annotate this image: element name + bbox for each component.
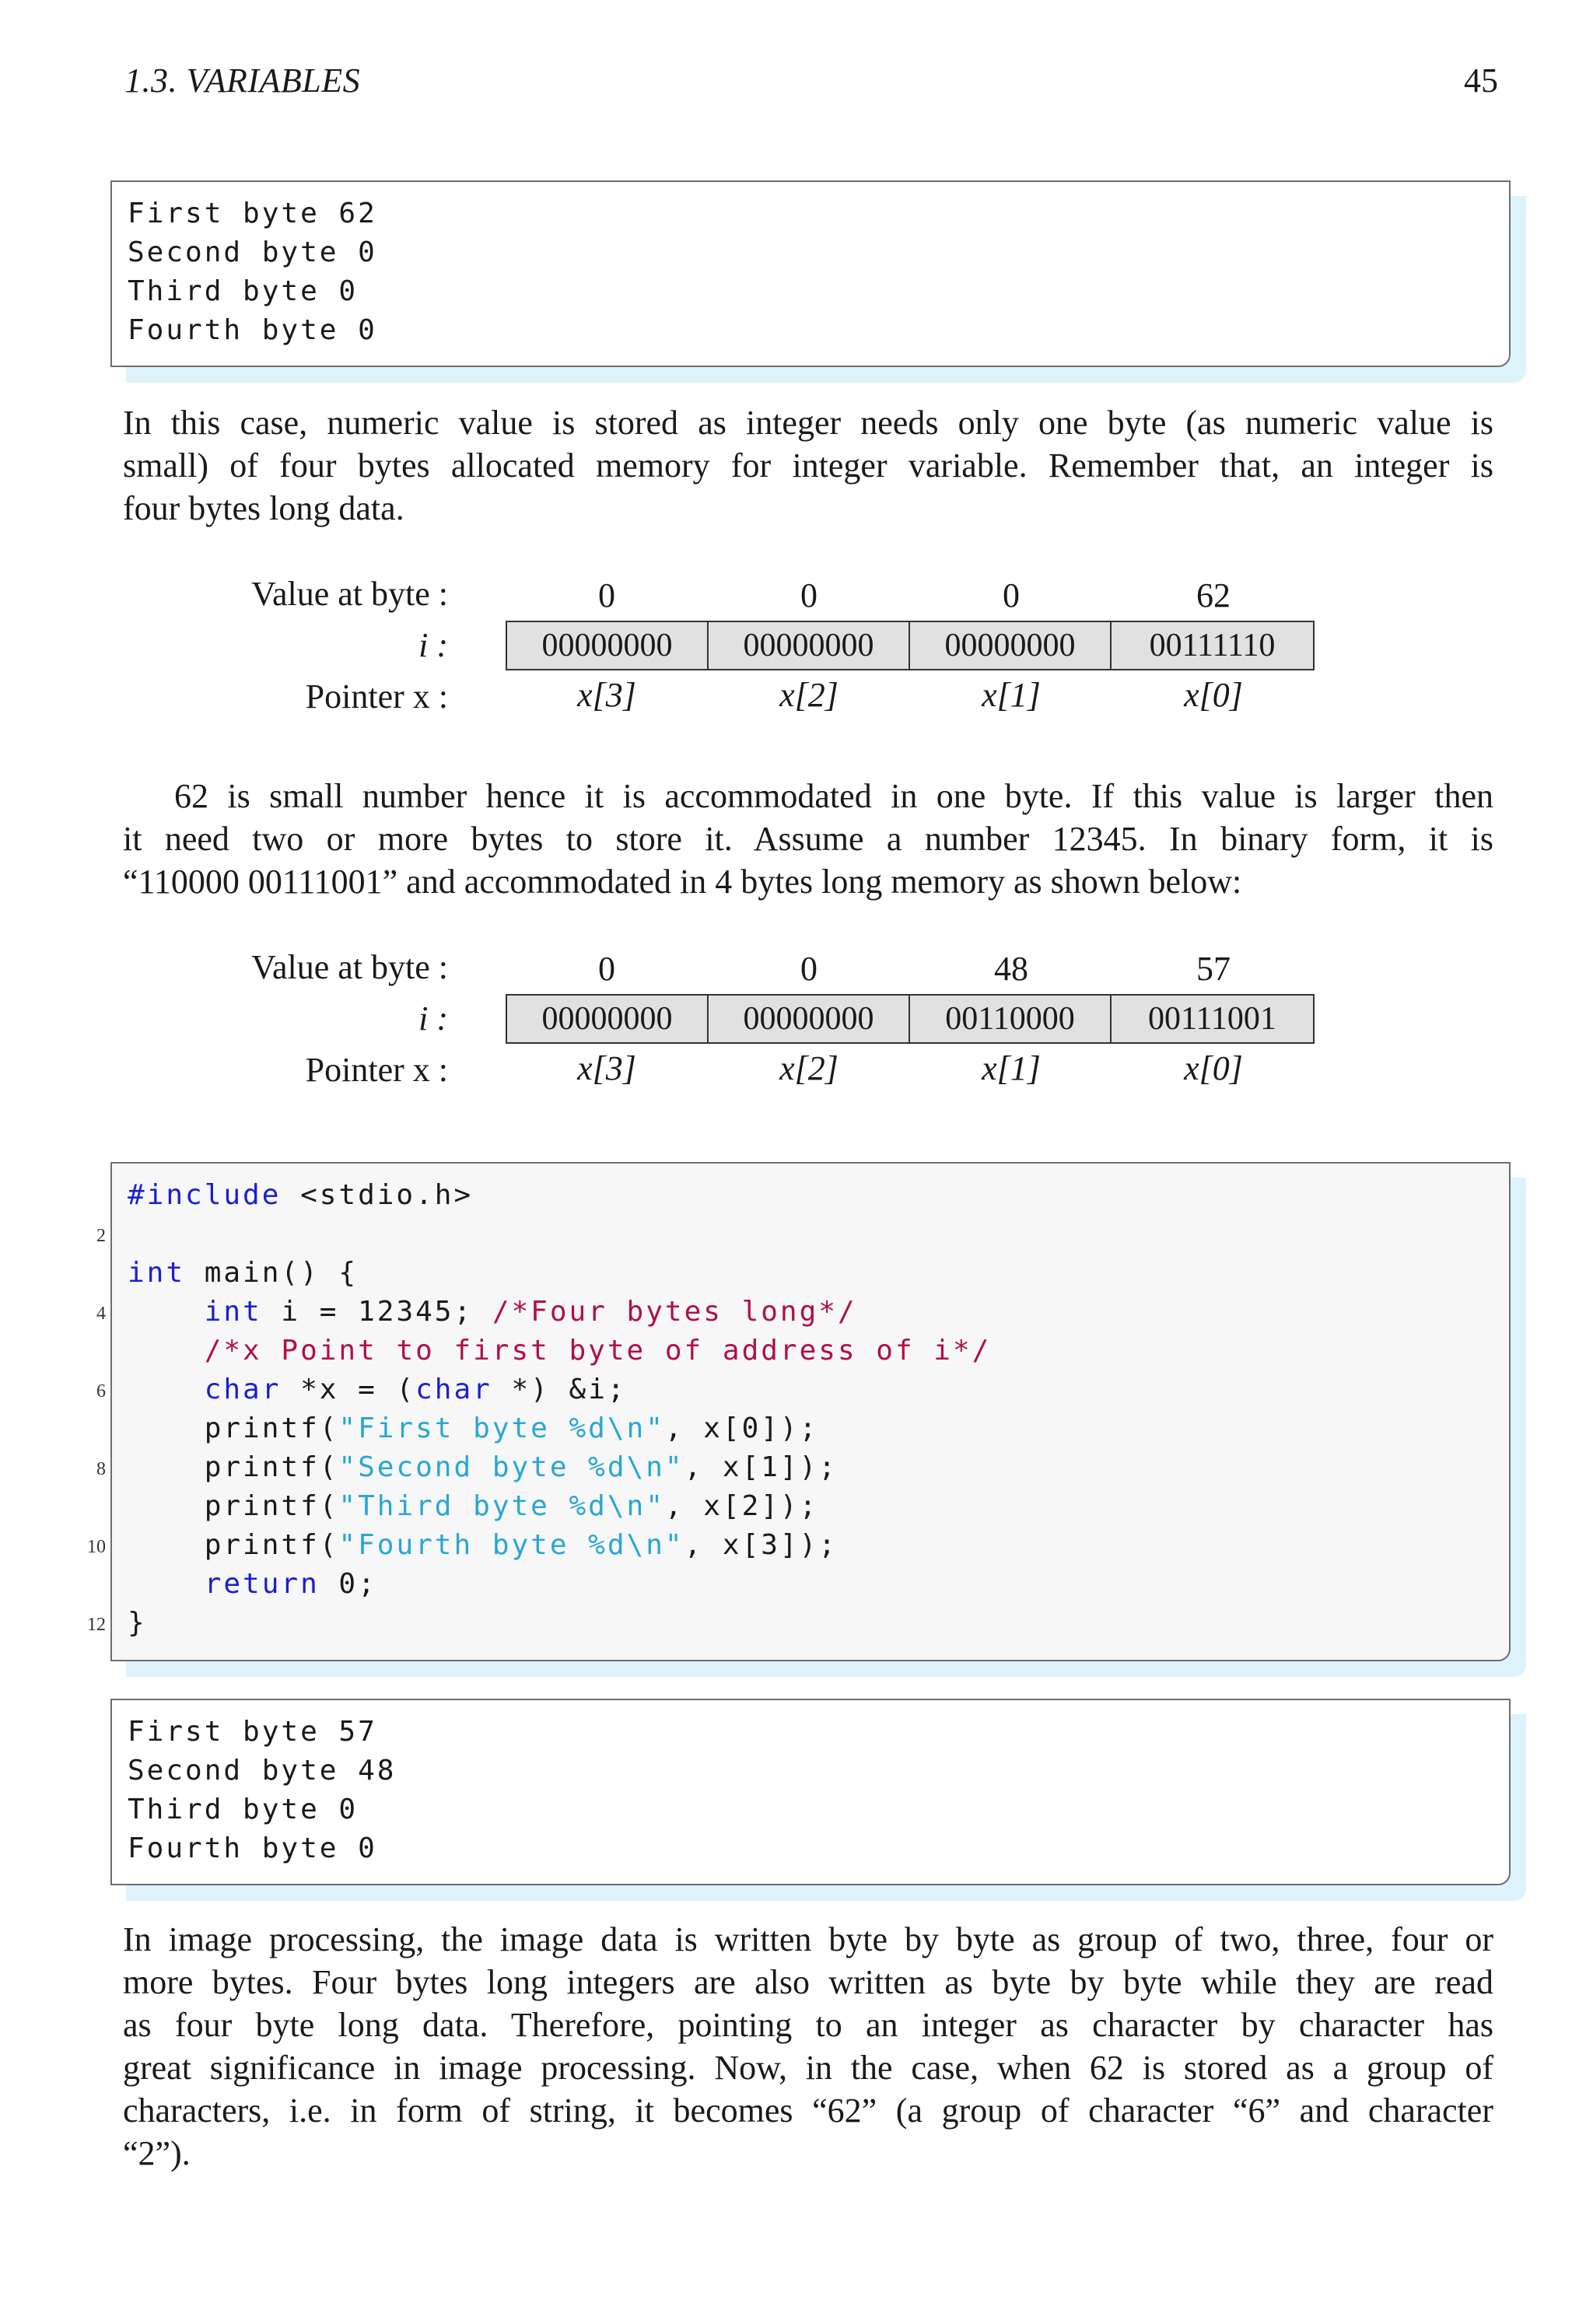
pointer-index: x[3]	[577, 1049, 636, 1087]
paragraph-line: In image processing, the image data is written byte by byte as group of two, three, four or	[123, 1920, 1493, 1958]
code-line-9	[128, 1487, 818, 1526]
byte-value: 0	[1003, 576, 1020, 614]
line-number: 12	[87, 1615, 106, 1635]
byte-value: 0	[800, 950, 818, 988]
bits-cell: 00000000	[507, 622, 709, 669]
code-line-5	[128, 1332, 991, 1370]
code-listing-box	[110, 1162, 1511, 1661]
code-text: i = 12345;	[261, 1296, 492, 1328]
byte-value: 0	[598, 950, 615, 988]
printf-call: printf(	[128, 1490, 339, 1522]
code-line-7	[128, 1409, 818, 1448]
paragraph-line: it need two or more bytes to store it. Assume a number 12345. In binary form, it is	[123, 820, 1493, 858]
preprocessor-directive: #include	[128, 1179, 282, 1211]
i-label: i :	[418, 999, 448, 1038]
byte-value: 0	[800, 576, 818, 614]
value-at-byte-label: Value at byte :	[251, 948, 448, 986]
byte-value: 48	[994, 950, 1028, 988]
code-text: *) &i;	[492, 1374, 627, 1405]
output-line: First byte 57	[128, 1716, 377, 1748]
bits-cell: 00000000	[507, 996, 709, 1042]
code-text: , x[0]);	[664, 1412, 819, 1444]
code-text: main() {	[185, 1257, 359, 1289]
pointer-index: x[1]	[982, 676, 1041, 714]
pointer-x-label: Pointer x :	[305, 1051, 448, 1089]
string-literal: "Fourth byte %d\n"	[338, 1529, 684, 1561]
keyword: int	[128, 1257, 186, 1289]
line-number: 4	[96, 1304, 106, 1324]
code-line-12	[128, 1604, 147, 1643]
byte-value: 0	[598, 576, 615, 614]
keyword: return	[204, 1568, 320, 1600]
bits-cell: 00000000	[709, 996, 910, 1042]
keyword: char	[204, 1374, 282, 1405]
pointer-index: x[0]	[1184, 676, 1243, 714]
bits-cell: 00000000	[709, 622, 910, 669]
byte-value: 62	[1196, 576, 1231, 614]
indent	[128, 1335, 205, 1367]
printf-call: printf(	[128, 1451, 339, 1483]
paragraph-line: four bytes long data.	[123, 489, 404, 527]
paragraph-3	[123, 1918, 1493, 2175]
keyword: char	[415, 1374, 492, 1405]
output-line: First byte 62	[128, 198, 377, 229]
pointer-x-label: Pointer x :	[305, 677, 448, 716]
string-literal: "First byte %d\n"	[338, 1412, 665, 1444]
line-number: 6	[96, 1381, 106, 1402]
indent	[128, 1296, 205, 1328]
paragraph-line: “110000 00111001” and accommodated in 4 bytes long memory as shown below:	[123, 863, 1242, 901]
output-line: Fourth byte 0	[128, 1832, 377, 1864]
bits-cell: 00111001	[1148, 1001, 1276, 1037]
paragraph-line: great significance in image processing. Now, in the case, when 62 is stored as a group of	[123, 2049, 1493, 2087]
running-header-section: 1.3. VARIABLES	[124, 61, 361, 100]
value-at-byte-label: Value at byte :	[251, 575, 448, 613]
pointer-index: x[2]	[779, 1049, 839, 1087]
code-text: , x[2]);	[664, 1490, 819, 1522]
code-text: *x = (	[281, 1374, 416, 1405]
paragraph-line: 62 is small number hence it is accommodated in one byte. If this value is larger then	[174, 777, 1493, 815]
output-line: Third byte 0	[128, 1794, 359, 1825]
pointer-index: x[3]	[577, 676, 636, 714]
code-line-1	[128, 1176, 473, 1215]
indent	[128, 1568, 205, 1600]
output-line: Third byte 0	[128, 275, 359, 307]
include-header: <stdio.h>	[281, 1179, 474, 1211]
string-literal: "Second byte %d\n"	[338, 1451, 684, 1483]
line-number: 2	[96, 1226, 106, 1246]
page-number: 45	[1464, 61, 1498, 100]
paragraph-line: more bytes. Four bytes long integers are also written as byte by byte while they are read	[123, 1963, 1493, 2001]
indent	[128, 1374, 205, 1405]
bits-cell: 00000000	[910, 622, 1112, 669]
pointer-index: x[0]	[1184, 1049, 1243, 1087]
program-output-box-1	[110, 180, 1511, 367]
code-line-4	[128, 1293, 857, 1332]
code-text: 0;	[319, 1568, 377, 1600]
code-line-10	[128, 1526, 838, 1565]
line-number: 8	[96, 1459, 106, 1479]
keyword: int	[204, 1296, 262, 1328]
pointer-index: x[1]	[982, 1049, 1041, 1087]
code-text: }	[128, 1607, 147, 1639]
paragraph-line: characters, i.e. in form of string, it becomes “62” (a group of character “6” and character	[123, 2091, 1493, 2130]
paragraph-2	[123, 775, 1493, 903]
code-line-3	[128, 1254, 358, 1293]
byte-value: 57	[1196, 950, 1231, 988]
code-comment: /*x Point to first byte of address of i*/	[204, 1335, 992, 1367]
paragraph-line: “2”).	[123, 2134, 191, 2172]
code-line-11	[128, 1565, 377, 1604]
paragraph-line: small) of four bytes allocated memory for integer variable. Remember that, an integer is	[123, 446, 1493, 485]
bits-cell: 00111110	[1149, 628, 1276, 663]
paragraph-1	[123, 401, 1493, 530]
string-literal: "Third byte %d\n"	[338, 1490, 665, 1522]
i-label: i :	[418, 626, 448, 664]
output-line: Fourth byte 0	[128, 314, 377, 346]
paragraph-line: as four byte long data. Therefore, pointing to an integer as character by character has	[123, 2006, 1493, 2044]
memory-bits-row	[506, 994, 1315, 1044]
printf-call: printf(	[128, 1412, 339, 1444]
code-text: , x[1]);	[684, 1451, 838, 1483]
output-line: Second byte 0	[128, 236, 377, 268]
code-line-8	[128, 1448, 838, 1487]
code-comment: /*Four bytes long*/	[492, 1296, 857, 1328]
memory-bits-row	[506, 621, 1315, 670]
paragraph-line: In this case, numeric value is stored as integer needs only one byte (as numeric value is	[123, 404, 1493, 442]
pointer-index: x[2]	[779, 676, 839, 714]
line-number: 10	[87, 1537, 106, 1557]
printf-call: printf(	[128, 1529, 339, 1561]
code-line-6	[128, 1370, 627, 1409]
program-output-box-2	[110, 1699, 1511, 1885]
bits-cell: 00110000	[910, 996, 1112, 1042]
output-line: Second byte 48	[128, 1755, 397, 1787]
code-text: , x[3]);	[684, 1529, 838, 1561]
